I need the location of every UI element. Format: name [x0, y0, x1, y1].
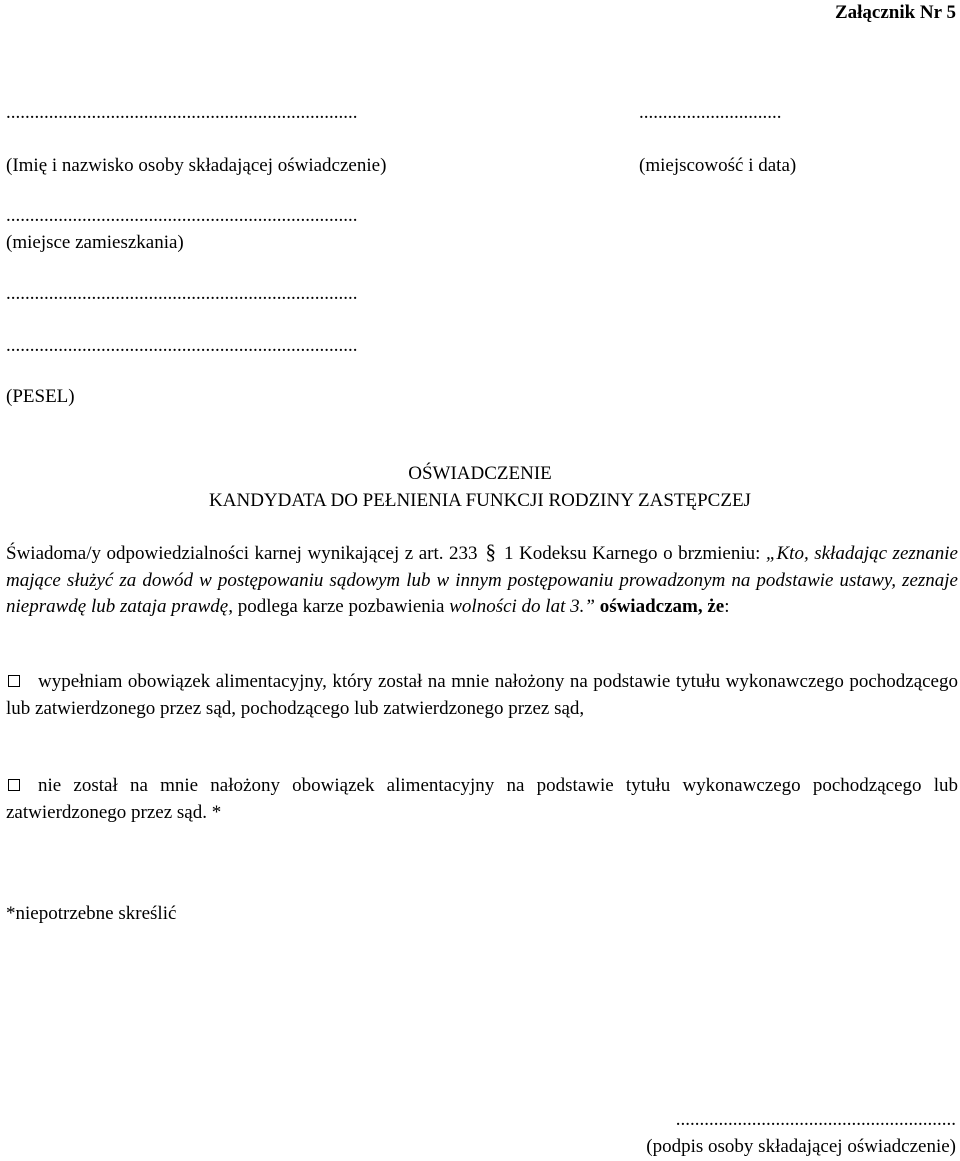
option-1	[6, 669, 958, 722]
name-label: (Imię i nazwisko osoby składającej oświadczenie)	[6, 155, 387, 176]
checkbox-option-2[interactable]	[8, 779, 20, 791]
statute-quote: „Kto, składając zeznanie mające służyć za dowód w postępowaniu sądowym lub w innym postępowaniu prowadzonym na podstawie ustawy, zeznaje nieprawdę lub zataja prawdę,	[6, 543, 958, 617]
declare-text: oświadczam, że	[594, 596, 725, 617]
declaration-paragraph	[6, 539, 958, 621]
document-subtitle: KANDYDATA DO PEŁNIENIA FUNKCJI RODZINY ZASTĘPCZEJ	[209, 490, 751, 511]
option-1-text: wypełniam obowiązek alimentacyjny, który został na mnie nałożony na podstawie tytułu wykonawczego pochodzącego lub zatwierdzonego przez sąd, pochodzącego lub zatwierdzonego przez sąd,	[6, 671, 958, 719]
signature-dots: ...........................................................	[675, 1109, 956, 1130]
residence-dots-3: ..........................................................................	[6, 335, 358, 356]
checkbox-option-1[interactable]	[8, 675, 20, 687]
residence-dots: ..........................................................................	[6, 205, 358, 226]
declare-colon: :	[724, 596, 730, 617]
name-dots: ..........................................................................	[6, 102, 358, 123]
attachment-label: Załącznik Nr 5	[834, 2, 956, 23]
document-title: OŚWIADCZENIE	[408, 463, 552, 484]
option-2	[6, 773, 958, 826]
quote-end: wolności do lat 3.”	[449, 596, 595, 617]
section-sign: §	[485, 540, 497, 564]
residence-label: (miejsce zamieszkania)	[6, 232, 184, 253]
place-date-dots: ..............................	[639, 102, 782, 123]
place-date-label: (miejscowość i data)	[639, 155, 797, 176]
intro-start: Świadoma/y odpowiedzialności karnej wynikającej z art. 233	[6, 543, 478, 564]
quote-tail: podlega karze pozbawienia	[232, 596, 450, 617]
intro-mid: 1 Kodeksu Karnego o brzmieniu:	[504, 543, 766, 564]
option-2-text: nie został na mnie nałożony obowiązek alimentacyjny na podstawie tytułu wykonawczego pochodzącego lub zatwierdzonego przez sąd. *	[6, 775, 958, 823]
signature-label: (podpis osoby składającej oświadczenie)	[646, 1136, 956, 1157]
pesel-label: (PESEL)	[6, 386, 75, 407]
footnote: *niepotrzebne skreślić	[6, 903, 177, 924]
residence-dots-2: ..........................................................................	[6, 283, 358, 304]
